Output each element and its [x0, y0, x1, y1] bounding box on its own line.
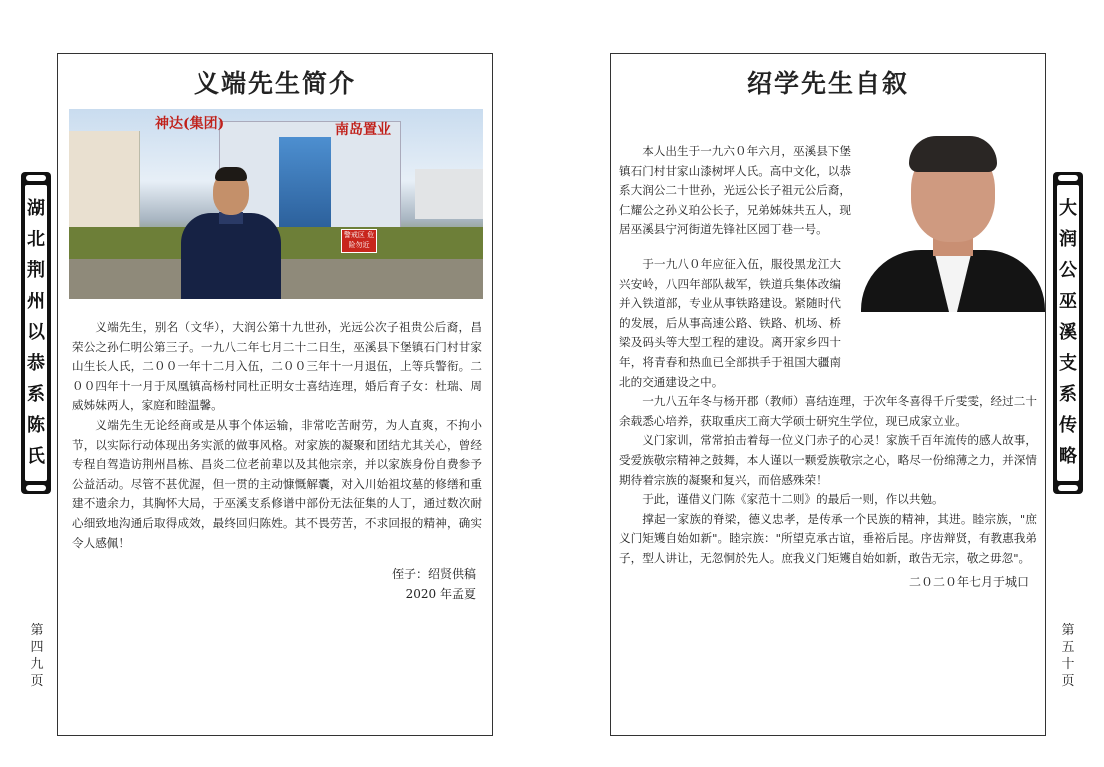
photo-sign-realty: 南岛置业 — [335, 122, 391, 138]
right-banner-text — [1056, 184, 1080, 482]
group-building-photo — [69, 109, 483, 299]
right-signature — [909, 573, 1029, 590]
banner-char: 系 — [1059, 384, 1077, 406]
page-number-char: 页 — [30, 674, 44, 689]
banner-char: 州 — [27, 290, 45, 312]
left-page — [57, 53, 493, 736]
signature-date: 2020 年孟夏 — [405, 587, 476, 601]
banner-char: 传 — [1059, 415, 1077, 437]
paragraph: 义端先生，别名（文华），大润公第十九世孙，光远公次子祖贵公后裔，昌荣公之孙仁明公第三子。一九八二年七月二十二日生，巫溪县下堡镇石门村甘家山生长人氏，二００一年十二月入伍，二００三年十一月退伍，上等兵警衔。二００四年十一月于凤凰镇高杨村同杜正明女士喜结连理，婚后育子女：杜瑞、周威姊妹两人，家庭和睦温馨。 — [72, 320, 482, 413]
banner-cap-top — [26, 175, 46, 181]
paragraph: 撑起一家族的脊梁，德义忠孝，是传承一个民族的精神，其进。睦宗族，"庶义门矩矱自始如新"。睦宗族："所望克承古谊，垂裕后昆。序齿辩贤，有教惠我弟子，型人讲让，无忽恫於先人。庶我义门矩矱自始如新，敢告无宗，敬之毋忽"。 — [619, 511, 1037, 565]
banner-char: 略 — [1059, 446, 1077, 468]
page-number-char: 五 — [1061, 640, 1075, 655]
paragraph: 一九八五年冬与杨开郡（教师）喜结连理，于次年冬喜得千斤雯雯，经过二十余载悉心培养，获取重庆工商大学硕士研究生学位，现已成家立业。 — [619, 394, 1037, 428]
banner-char: 大 — [1059, 197, 1077, 219]
banner-char: 恭 — [27, 353, 45, 375]
page-title: 义端先生简介 — [193, 69, 356, 98]
banner-char: 润 — [1059, 228, 1077, 250]
page-number-char: 第 — [30, 623, 44, 638]
left-page-number — [27, 622, 47, 690]
banner-cap-top — [1058, 175, 1078, 181]
photo-person-body — [181, 213, 281, 299]
photo-building-left — [69, 131, 140, 231]
paragraph: 于一九八０年应征入伍，服役黑龙江大兴安岭，八四年部队裁军，铁道兵集体改编并入铁道部，专业从事铁路建设。紧随时代的发展，后从事高速公路、铁路、机场、桥梁及码头等大型工程的建设。离开家乡四十年，将青春和热血已全部拱手于祖国大疆南北的交通建设之中。 — [619, 257, 841, 389]
left-signature — [392, 565, 476, 602]
photo-warning-board: 警戒区 危险勿近 — [341, 229, 377, 253]
portrait-hair — [909, 136, 997, 172]
right-side-banner — [1053, 172, 1083, 494]
page-number-char: 第 — [1061, 623, 1075, 638]
banner-char: 以 — [27, 321, 45, 343]
banner-char: 系 — [27, 384, 45, 406]
signature-line: 侄子：绍贤供稿 — [391, 567, 476, 581]
banner-char: 湖 — [27, 197, 45, 219]
right-page — [610, 53, 1046, 736]
page-title: 绍学先生自叙 — [746, 69, 909, 98]
paragraph: 义端先生无论经商或是从事个体运输，非常吃苦耐劳，为人直爽，不拘小节，以实际行动体现出务实派的做事风格。对家族的凝聚和团结尤其关心，曾经专程自驾造访荆州昌栋、昌炎二位老前辈以及其他宗亲，并以家族身份自费参予公益活动。尽管不甚优渥，但一贯的主动慷慨解囊，对入川始祖坟墓的修缮和重建不遗余力，其胸怀大局，于巫溪支系修谱中部份无法征集的人丁，通过数次耐心细致地沟通后取得成效，最终回归陈姓。其不畏劳苦，不求回报的精神，确实令人感佩！ — [72, 417, 482, 550]
banner-char: 公 — [1059, 259, 1077, 281]
banner-char: 支 — [1059, 353, 1077, 375]
banner-char: 荆 — [27, 259, 45, 281]
right-body-text — [619, 255, 1037, 569]
page-number-char: 九 — [30, 657, 44, 672]
banner-cap-bottom — [26, 485, 46, 491]
page-number-char: 四 — [30, 640, 44, 655]
photo-person-hair — [215, 167, 247, 181]
photo-building-glass — [279, 137, 331, 231]
banner-char: 陈 — [27, 415, 45, 437]
signature-line: 二０二０年七月于城口 — [908, 575, 1029, 589]
paragraph: 义门家训，常常拍击着每一位义门赤子的心灵！家族千百年流传的感人故事，受爱族敬宗精神之鼓舞，本人谨以一颗爱族敬宗之心，略尽一份绵薄之力，并深情期待着宗族的凝聚和复兴，而倍感殊荣！ — [619, 433, 1037, 487]
page-number-char: 页 — [1061, 674, 1075, 689]
banner-cap-bottom — [1058, 485, 1078, 491]
banner-char: 氏 — [27, 446, 45, 468]
left-body-text — [72, 318, 482, 553]
left-side-banner — [21, 172, 51, 494]
photo-sign-group: 神达(集团) — [155, 116, 225, 132]
left-banner-text — [24, 184, 48, 482]
banner-char: 溪 — [1059, 321, 1077, 343]
right-body-text-top — [619, 142, 851, 240]
banner-char: 巫 — [1059, 290, 1077, 312]
paragraph: 本人出生于一九六０年六月，巫溪县下堡镇石门村甘家山漆树坪人氏。高中文化，以恭系大润公二十世孙，光远公长子祖元公后裔，仁耀公之孙义珀公长子，兄弟姊妹共五人，现居巫溪县宁河街道先锋社区园丁巷一号。 — [619, 144, 851, 237]
right-page-number — [1058, 622, 1078, 690]
banner-char: 北 — [27, 228, 45, 250]
page-number-char: 十 — [1061, 657, 1075, 672]
photo-building-right — [415, 169, 483, 219]
paragraph: 于此，谨借义门陈《家范十二则》的最后一则，作以共勉。 — [642, 492, 944, 507]
